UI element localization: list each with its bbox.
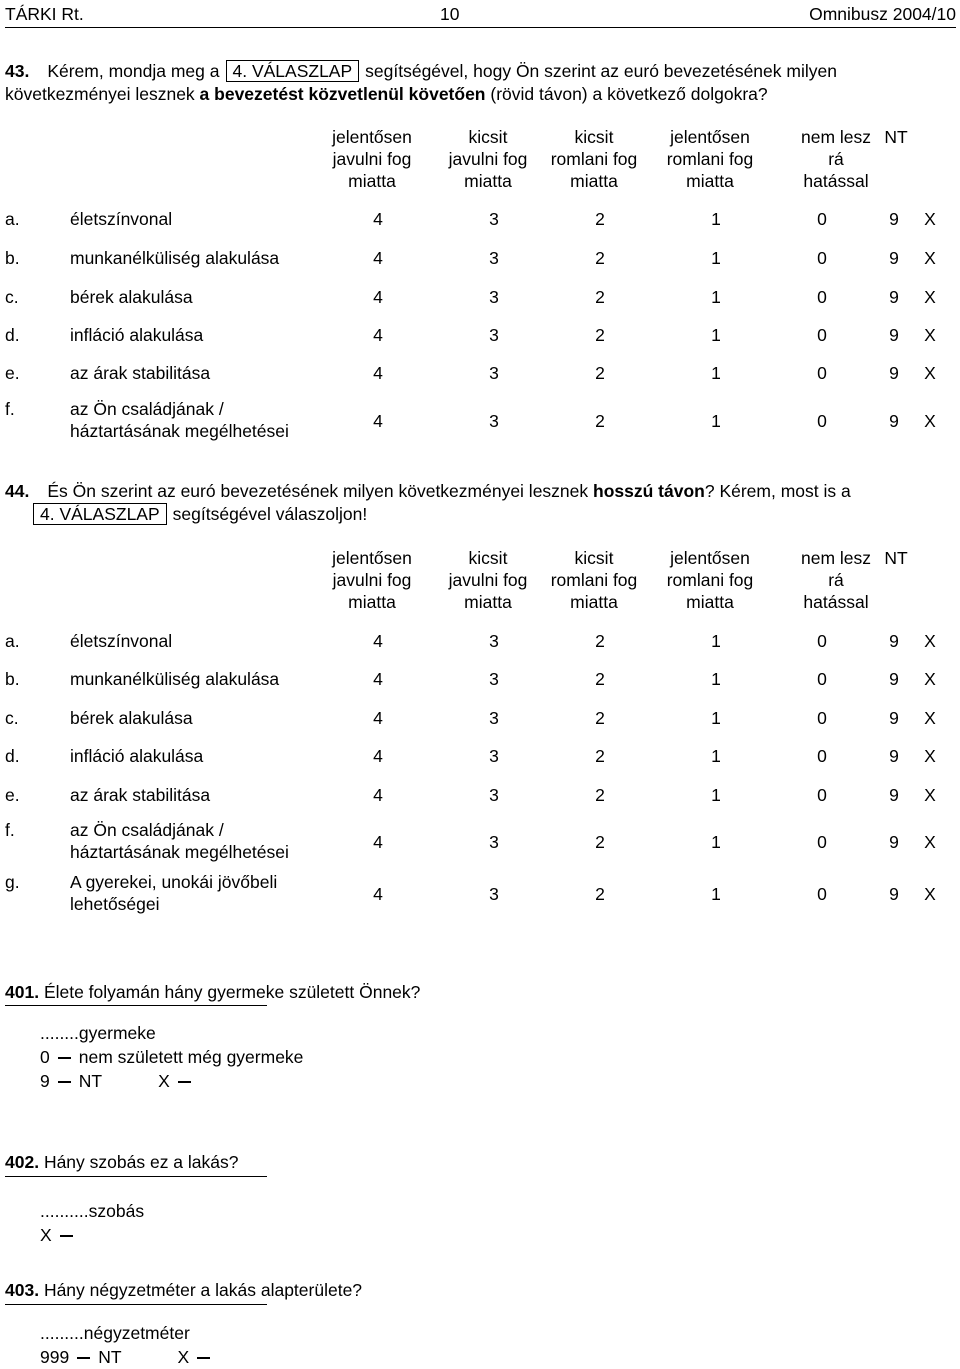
answer-code[interactable]: 3 [489, 884, 499, 904]
item-label: munkanélküliség alakulása [70, 669, 280, 689]
answer-card-box: 4. VÁLASZLAP [226, 60, 360, 82]
question-text: segítségével, hogy Ön szerint az euró bevezetésének milyen következményei lesznek [5, 61, 837, 104]
question-number: 402. [5, 1152, 40, 1172]
answer-code[interactable]: 1 [711, 287, 721, 307]
answer-code[interactable]: 1 [711, 631, 721, 651]
answer-code[interactable]: 2 [595, 785, 605, 805]
answer-count: ........gyermeke [40, 1023, 156, 1043]
answer-code[interactable]: 1 [711, 746, 721, 766]
answer-code[interactable]: 2 [595, 746, 605, 766]
answer-code[interactable]: X [924, 363, 936, 383]
answer-code[interactable]: 1 [711, 325, 721, 345]
answer-code[interactable]: 9 [889, 631, 899, 651]
answer-code[interactable]: 3 [489, 708, 499, 728]
item-letter: e. [5, 785, 20, 805]
answer-code[interactable]: 4 [373, 411, 383, 431]
item-letter: e. [5, 363, 20, 383]
column-header-line: miatta [570, 592, 618, 612]
answer-code[interactable]: 2 [595, 363, 605, 383]
answer-code[interactable]: 2 [595, 209, 605, 229]
answer-code[interactable]: 9 [889, 248, 899, 268]
answer-code[interactable]: X [924, 746, 936, 766]
answer-option-nt: 9 NT X [40, 1069, 199, 1093]
column-header-line: kicsit [468, 548, 508, 568]
answer-code[interactable]: X [924, 884, 936, 904]
answer-code[interactable]: 2 [595, 832, 605, 852]
answer-code[interactable]: 0 [817, 411, 827, 431]
answer-code[interactable]: X [924, 411, 936, 431]
answer-code[interactable]: 4 [373, 708, 383, 728]
question-number: 401. [5, 982, 40, 1002]
column-header-line: miatta [464, 592, 512, 612]
answer-code[interactable]: 9 [889, 325, 899, 345]
answer-code[interactable]: X [924, 785, 936, 805]
column-header [650, 547, 770, 613]
column-header [428, 126, 548, 192]
answer-code[interactable]: 4 [373, 287, 383, 307]
answer-code[interactable]: 1 [711, 411, 721, 431]
answer-code[interactable]: 3 [489, 363, 499, 383]
answer-count: ..........szobás [40, 1201, 145, 1221]
answer-code[interactable]: 2 [595, 708, 605, 728]
answer-code[interactable]: X [924, 669, 936, 689]
answer-code[interactable]: 1 [711, 785, 721, 805]
column-header-line: NT [884, 548, 908, 568]
question-text: Élete folyamán hány gyermeke született Önnek? [43, 982, 421, 1002]
answer-code[interactable]: 4 [373, 248, 383, 268]
column-header-line: miatta [570, 171, 618, 191]
item-label: bérek alakulása [70, 287, 193, 307]
column-header-line: miatta [686, 171, 734, 191]
question-number: 43. [5, 61, 30, 81]
item-letter: a. [5, 209, 20, 229]
column-header [788, 126, 884, 192]
answer-code[interactable]: 0 [817, 287, 827, 307]
column-header [788, 547, 884, 613]
answer-code[interactable]: 3 [489, 669, 499, 689]
item-letter: g. [5, 872, 20, 892]
column-header [312, 547, 432, 613]
column-header [312, 126, 432, 192]
column-header-line: NT [884, 127, 908, 147]
question-underline [5, 1176, 267, 1177]
answer-code[interactable]: X [924, 708, 936, 728]
answer-code[interactable]: 4 [373, 785, 383, 805]
answer-option-0: 0 nem született még gyermeke [40, 1047, 304, 1067]
answer-code[interactable]: 9 [889, 363, 899, 383]
column-header-line: rá [828, 570, 844, 590]
item-label: életszínvonal [70, 209, 173, 229]
column-header [884, 547, 908, 569]
answer-code[interactable]: 0 [817, 746, 827, 766]
column-header-line: romlani fog [550, 149, 638, 169]
column-header-line: javulni fog [332, 570, 412, 590]
answer-code[interactable]: 3 [489, 746, 499, 766]
answer-code[interactable]: 4 [373, 884, 383, 904]
answer-code[interactable]: 4 [373, 631, 383, 651]
column-header [534, 126, 654, 192]
column-header-line: nem lesz [800, 127, 872, 147]
answer-code[interactable]: X [924, 631, 936, 651]
item-letter: b. [5, 669, 20, 689]
answer-code[interactable]: 4 [373, 325, 383, 345]
answer-code[interactable]: 9 [889, 832, 899, 852]
item-label: az Ön családjának / háztartásának megélhetései [70, 399, 289, 441]
answer-code[interactable]: 9 [889, 746, 899, 766]
answer-code[interactable]: 4 [373, 832, 383, 852]
answer-count: .........négyzetméter [40, 1323, 190, 1343]
column-header-line: kicsit [574, 127, 614, 147]
question-emphasis: a bevezetést közvetlenül követően [199, 84, 486, 104]
answer-code[interactable]: 1 [711, 832, 721, 852]
question-403 [5, 1279, 950, 1302]
item-letter: b. [5, 248, 20, 268]
answer-code[interactable]: 2 [595, 884, 605, 904]
column-header [428, 547, 548, 613]
column-header-line: romlani fog [666, 570, 754, 590]
column-header-line: miatta [348, 171, 396, 191]
question-text: És Ön szerint az euró bevezetésének milyen következményei lesznek [47, 481, 589, 501]
item-letter: c. [5, 708, 19, 728]
column-header-line: miatta [686, 592, 734, 612]
answer-code[interactable]: 9 [889, 785, 899, 805]
answer-code[interactable]: 0 [817, 363, 827, 383]
answer-code[interactable]: 4 [373, 669, 383, 689]
answer-code[interactable]: 9 [889, 411, 899, 431]
question-text: ? Kérem, most is a [704, 481, 851, 501]
answer-code[interactable]: 9 [889, 884, 899, 904]
column-header-line: miatta [464, 171, 512, 191]
answer-code[interactable]: 0 [817, 631, 827, 651]
answer-code[interactable]: 1 [711, 209, 721, 229]
question-number: 403. [5, 1280, 40, 1300]
answer-code[interactable]: 3 [489, 287, 499, 307]
answer-code[interactable]: 4 [373, 209, 383, 229]
answer-code[interactable]: 2 [595, 287, 605, 307]
item-label: az árak stabilitása [70, 785, 211, 805]
answer-code[interactable]: 1 [711, 708, 721, 728]
question-43 [5, 60, 950, 106]
answer-code[interactable]: 2 [595, 248, 605, 268]
column-header-line: kicsit [574, 548, 614, 568]
answer-code[interactable]: 2 [595, 669, 605, 689]
item-label: infláció alakulása [70, 325, 204, 345]
question-underline [5, 1304, 267, 1305]
column-header-line: javulni fog [332, 149, 412, 169]
answer-code[interactable]: 4 [373, 363, 383, 383]
question-emphasis: hosszú távon [593, 481, 705, 501]
question-401 [5, 981, 950, 1004]
item-label: munkanélküliség alakulása [70, 248, 280, 268]
header-org: TÁRKI Rt. [5, 4, 84, 24]
page-number: 10 [440, 4, 460, 24]
question-text: Kérem, mondja meg a [47, 61, 220, 81]
answer-code[interactable]: 3 [489, 785, 499, 805]
answer-code[interactable]: 9 [889, 669, 899, 689]
answer-code[interactable]: 0 [817, 884, 827, 904]
answer-code[interactable]: 2 [595, 411, 605, 431]
item-label: életszínvonal [70, 631, 173, 651]
answer-code[interactable]: 0 [817, 832, 827, 852]
answer-code[interactable]: 2 [595, 325, 605, 345]
question-text: segítségével válaszoljon! [172, 504, 368, 524]
item-letter: a. [5, 631, 20, 651]
header-rule [5, 27, 956, 28]
column-header-line: jelentősen [670, 127, 750, 147]
answer-code[interactable]: 0 [817, 669, 827, 689]
answer-code[interactable]: X [924, 325, 936, 345]
answer-code[interactable]: 0 [817, 325, 827, 345]
answer-code[interactable]: X [924, 209, 936, 229]
answer-code[interactable]: 1 [711, 884, 721, 904]
answer-code[interactable]: 1 [711, 669, 721, 689]
column-header-line: jelentősen [332, 548, 412, 568]
answer-code[interactable]: 3 [489, 631, 499, 651]
answer-code[interactable]: 0 [817, 248, 827, 268]
column-header-line: nem lesz [800, 548, 872, 568]
answer-code[interactable]: 3 [489, 248, 499, 268]
answer-code[interactable]: 9 [889, 209, 899, 229]
item-label: A gyerekei, unokái jövőbeli lehetőségei [70, 872, 278, 914]
answer-option-nt: 999 NT X [40, 1345, 218, 1369]
answer-code[interactable]: 3 [489, 325, 499, 345]
answer-code[interactable]: 0 [817, 708, 827, 728]
answer-code[interactable]: X [924, 832, 936, 852]
item-letter: d. [5, 325, 20, 345]
column-header-line: javulni fog [448, 570, 528, 590]
answer-card-box: 4. VÁLASZLAP [33, 503, 167, 525]
header-survey: Omnibusz 2004/10 [809, 4, 956, 24]
column-header-line: romlani fog [666, 149, 754, 169]
answer-code[interactable]: 1 [711, 363, 721, 383]
item-label: bérek alakulása [70, 708, 193, 728]
question-text: Hány szobás ez a lakás? [43, 1152, 239, 1172]
item-letter: f. [5, 399, 15, 419]
column-header-line: kicsit [468, 127, 508, 147]
answer-code[interactable]: 2 [595, 631, 605, 651]
answer-code[interactable]: 9 [889, 287, 899, 307]
column-header-line: hatással [803, 592, 869, 612]
item-label: az árak stabilitása [70, 363, 211, 383]
question-text: (rövid távon) a következő dolgokra? [490, 84, 768, 104]
column-header [650, 126, 770, 192]
item-letter: c. [5, 287, 19, 307]
answer-code[interactable]: X [924, 287, 936, 307]
answer-code[interactable]: 3 [489, 832, 499, 852]
question-text: Hány négyzetméter a lakás alapterülete? [43, 1280, 363, 1300]
column-header [884, 126, 908, 148]
column-header-line: romlani fog [550, 570, 638, 590]
answer-option-x: X [40, 1223, 81, 1247]
item-letter: f. [5, 820, 15, 840]
answer-code[interactable]: 4 [373, 746, 383, 766]
question-44 [5, 480, 950, 526]
column-header-line: javulni fog [448, 149, 528, 169]
answer-code[interactable]: 1 [711, 248, 721, 268]
item-letter: d. [5, 746, 20, 766]
column-header-line: rá [828, 149, 844, 169]
answer-code[interactable]: 9 [889, 708, 899, 728]
question-402 [5, 1151, 950, 1174]
question-number: 44. [5, 481, 30, 501]
column-header [534, 547, 654, 613]
answer-code[interactable]: 3 [489, 411, 499, 431]
answer-code[interactable]: 0 [817, 785, 827, 805]
item-label: az Ön családjának / háztartásának megélhetései [70, 820, 289, 862]
item-label: infláció alakulása [70, 746, 204, 766]
answer-code[interactable]: X [924, 248, 936, 268]
column-header-line: miatta [348, 592, 396, 612]
question-underline [5, 1005, 267, 1006]
column-header-line: jelentősen [670, 548, 750, 568]
answer-code[interactable]: 3 [489, 209, 499, 229]
column-header-line: hatással [803, 171, 869, 191]
column-header-line: jelentősen [332, 127, 412, 147]
answer-code[interactable]: 0 [817, 209, 827, 229]
